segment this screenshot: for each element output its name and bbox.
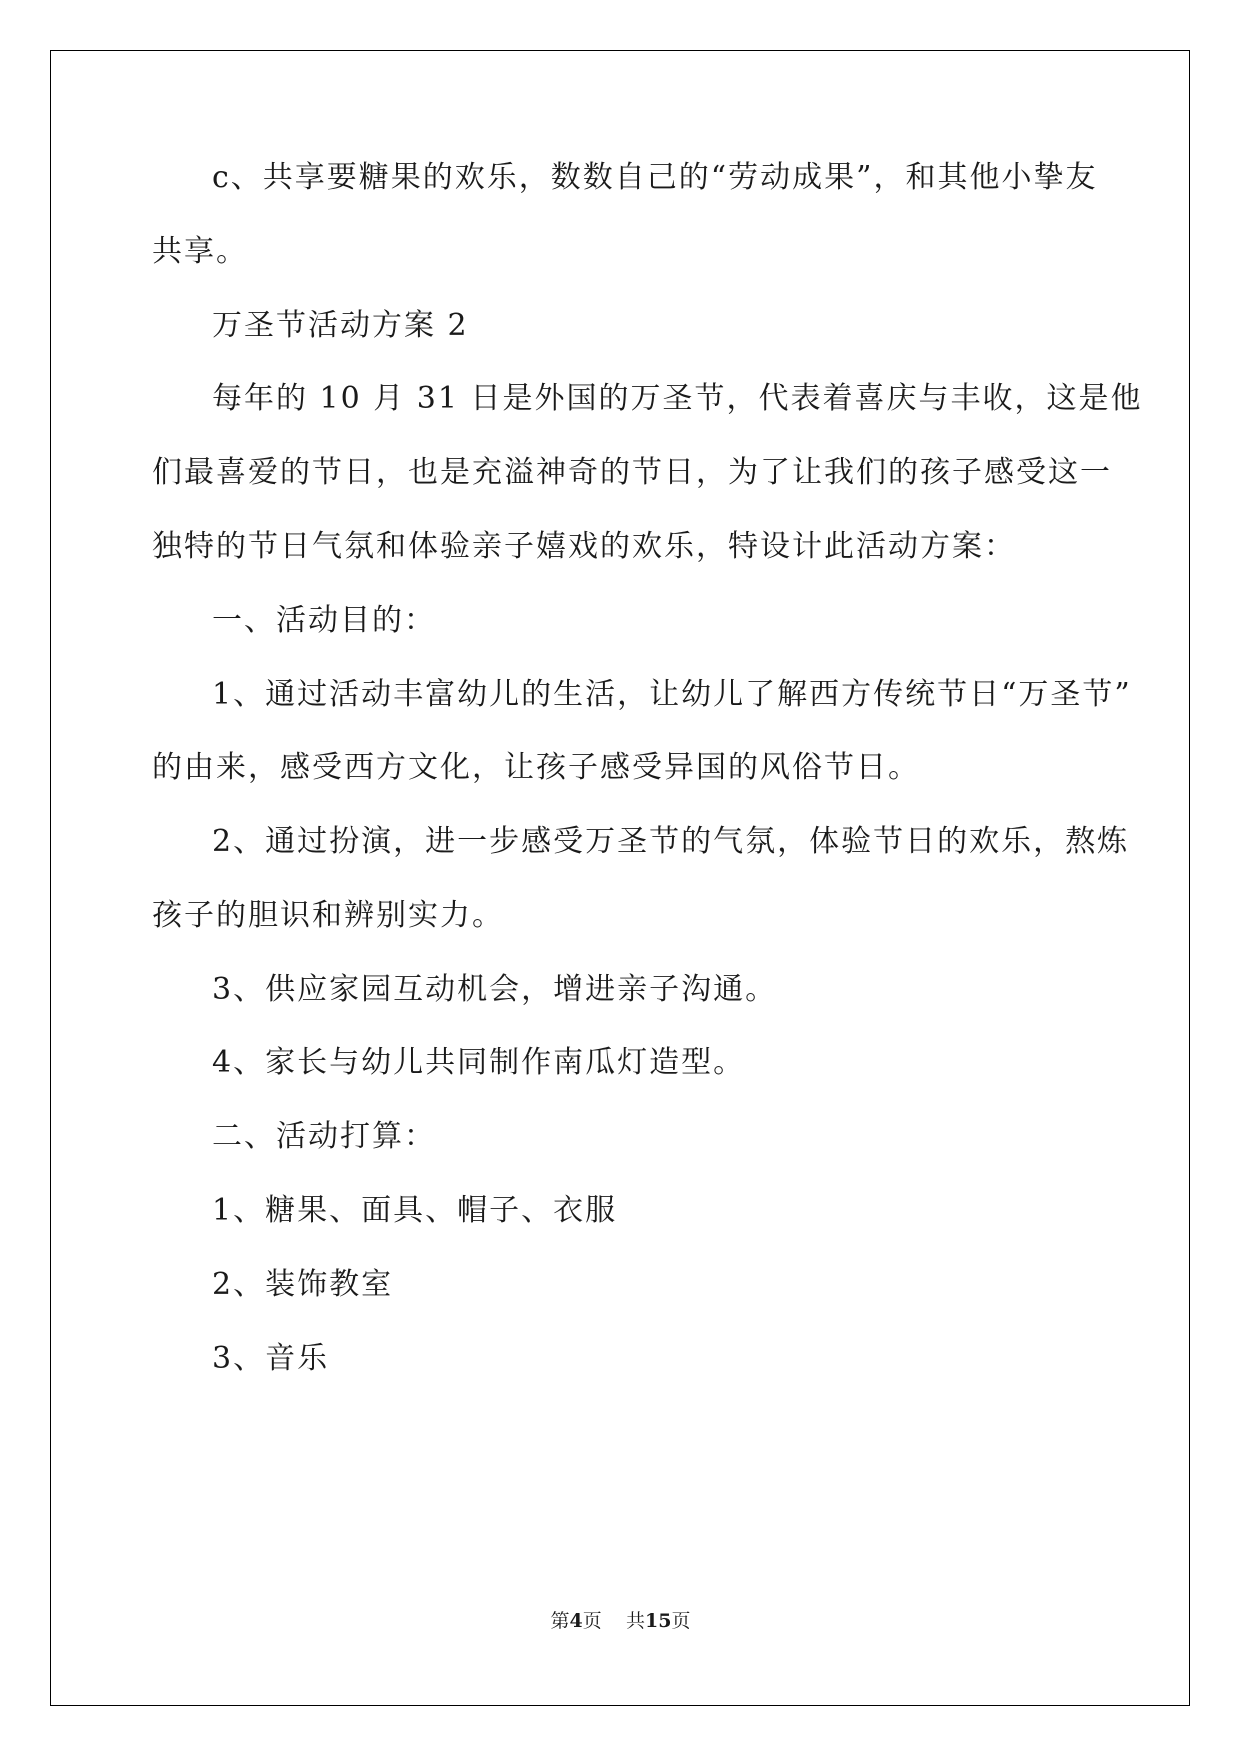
list-item: 2、装饰教室	[212, 1267, 394, 1302]
section-heading: 一、活动目的：	[212, 603, 436, 638]
page-footer	[0, 1606, 1241, 1633]
text-line: 2、通过扮演，进一步感受万圣节的气氛，体验节日的欢乐，熬炼	[212, 824, 1130, 859]
section-heading: 二、活动打算：	[212, 1119, 436, 1154]
list-item: 1、糖果、面具、帽子、衣服	[212, 1193, 618, 1228]
text-line: 独特的节日气氛和体验亲子嬉戏的欢乐，特设计此活动方案：	[152, 529, 1016, 564]
text-line: 3、供应家园互动机会，增进亲子沟通。	[212, 972, 778, 1007]
text-line: 孩子的胆识和辨别实力。	[152, 898, 504, 933]
text-line: 4、家长与幼儿共同制作南瓜灯造型。	[212, 1045, 746, 1080]
text-line: 每年的 10 月 31 日是外国的万圣节，代表着喜庆与丰收，这是他	[212, 381, 1143, 416]
page-number: 4	[569, 1610, 583, 1632]
text-line: 共享。	[152, 234, 248, 269]
text-line: 的由来，感受西方文化，让孩子感受异国的风俗节日。	[152, 750, 920, 785]
text-line: c、共享要糖果的欢乐，数数自己的“劳动成果”，和其他小挚友	[212, 160, 1098, 195]
text-line: 们最喜爱的节日，也是充溢神奇的节日，为了让我们的孩子感受这一	[152, 455, 1112, 490]
total-suffix: 页	[671, 1610, 691, 1632]
page-suffix: 页	[582, 1610, 602, 1632]
page-border	[50, 50, 1190, 1706]
page-prefix: 第	[550, 1610, 570, 1632]
total-prefix: 共	[625, 1610, 645, 1632]
text-line: 1、通过活动丰富幼儿的生活，让幼儿了解西方传统节日“万圣节”	[212, 677, 1132, 712]
section-heading: 万圣节活动方案 2	[212, 308, 469, 343]
list-item: 3、音乐	[212, 1341, 330, 1376]
total-pages: 15	[644, 1610, 672, 1632]
